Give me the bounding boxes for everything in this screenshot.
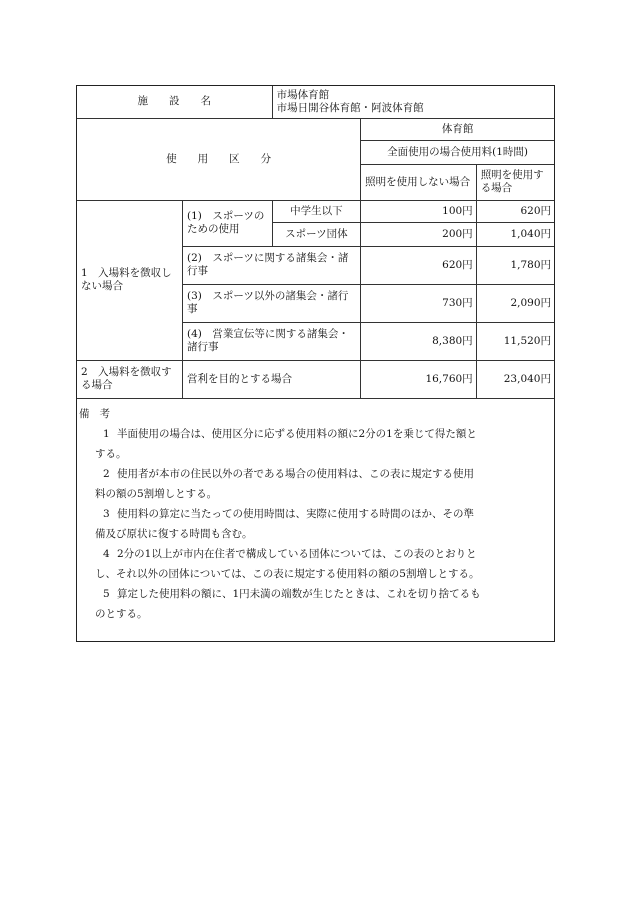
- category-2-label: 2 入場料を徴収する場合: [77, 360, 182, 398]
- note-3-number: 3: [103, 508, 110, 520]
- usage-label: 使 用 区 分: [77, 118, 361, 200]
- row1-label: (1) スポーツのための使用: [182, 200, 272, 246]
- note-4-number: 4: [103, 548, 110, 560]
- row1a-label: 中学生以下: [272, 200, 361, 222]
- facility-names: [272, 86, 554, 118]
- row5-light: 23,040円: [476, 360, 554, 398]
- note-4-text: 2分の1以上が市内在住者で構成している団体については、この表のとおりと: [117, 548, 477, 560]
- note-2-text: 使用者が本市の住民以外の者である場合の使用料は、この表に規定する使用: [117, 468, 474, 480]
- note-1-number: 1: [103, 428, 110, 440]
- light-header: 照明を使用する場合: [476, 164, 554, 200]
- row4-label: (4) 営業宣伝等に関する諸集会・諸行事: [182, 322, 360, 360]
- gym-header: 体育館: [361, 118, 554, 140]
- fee-table-frame: [76, 85, 555, 642]
- notes-section: [77, 404, 553, 624]
- note-5: [77, 584, 553, 624]
- category-1-label: 1 入場料を徴収しない場合: [77, 200, 182, 360]
- note-1-continuation: する。: [95, 448, 127, 460]
- notes-title: 備考: [79, 408, 120, 420]
- row1a-light: 620円: [476, 200, 554, 222]
- facility-label: 施 設 名: [77, 86, 272, 118]
- row2-no-light: 620円: [361, 246, 477, 284]
- facility-name-2: 市場日開谷体育館・阿波体育館: [276, 101, 424, 114]
- row1a-no-light: 100円: [361, 200, 477, 222]
- note-3-text: 使用料の算定に当たっての使用時間は、実際に使用する時間のほか、その準: [117, 508, 474, 520]
- fee-table: [77, 86, 554, 399]
- row1b-light: 1,040円: [476, 222, 554, 246]
- row2-label: (2) スポーツに関する諸集会・諸行事: [182, 246, 360, 284]
- note-1-text: 半面使用の場合は、使用区分に応ずる使用料の額に2分の1を乗じて得た額と: [117, 428, 477, 440]
- note-3: [77, 504, 553, 544]
- note-2-number: 2: [103, 468, 110, 480]
- row3-light: 2,090円: [476, 284, 554, 322]
- note-5-number: 5: [103, 588, 110, 600]
- note-5-text: 算定した使用料の額に、1円未満の端数が生じたときは、これを切り捨てるも: [117, 588, 481, 600]
- note-2-continuation: 料の額の5割増しとする。: [95, 488, 218, 500]
- full-use-header: 全面使用の場合使用料(1時間): [361, 140, 554, 164]
- row2-light: 1,780円: [476, 246, 554, 284]
- row3-label: (3) スポーツ以外の諸集会・諸行事: [182, 284, 360, 322]
- note-4: [77, 544, 553, 584]
- row4-light: 11,520円: [476, 322, 554, 360]
- note-1: [77, 424, 553, 464]
- note-3-continuation: 備及び原状に復する時間も含む。: [95, 528, 253, 540]
- row5-no-light: 16,760円: [361, 360, 477, 398]
- row5-label: 営利を目的とする場合: [182, 360, 360, 398]
- note-2: [77, 464, 553, 504]
- note-4-continuation: し、それ以外の団体については、この表に規定する使用料の額の5割増しとする。: [95, 568, 480, 580]
- no-light-header: 照明を使用しない場合: [361, 164, 477, 200]
- row3-no-light: 730円: [361, 284, 477, 322]
- row1b-no-light: 200円: [361, 222, 477, 246]
- row1b-label: スポーツ団体: [272, 222, 361, 246]
- row4-no-light: 8,380円: [361, 322, 477, 360]
- facility-name-1: 市場体育館: [276, 88, 330, 101]
- note-5-continuation: のとする。: [95, 608, 148, 620]
